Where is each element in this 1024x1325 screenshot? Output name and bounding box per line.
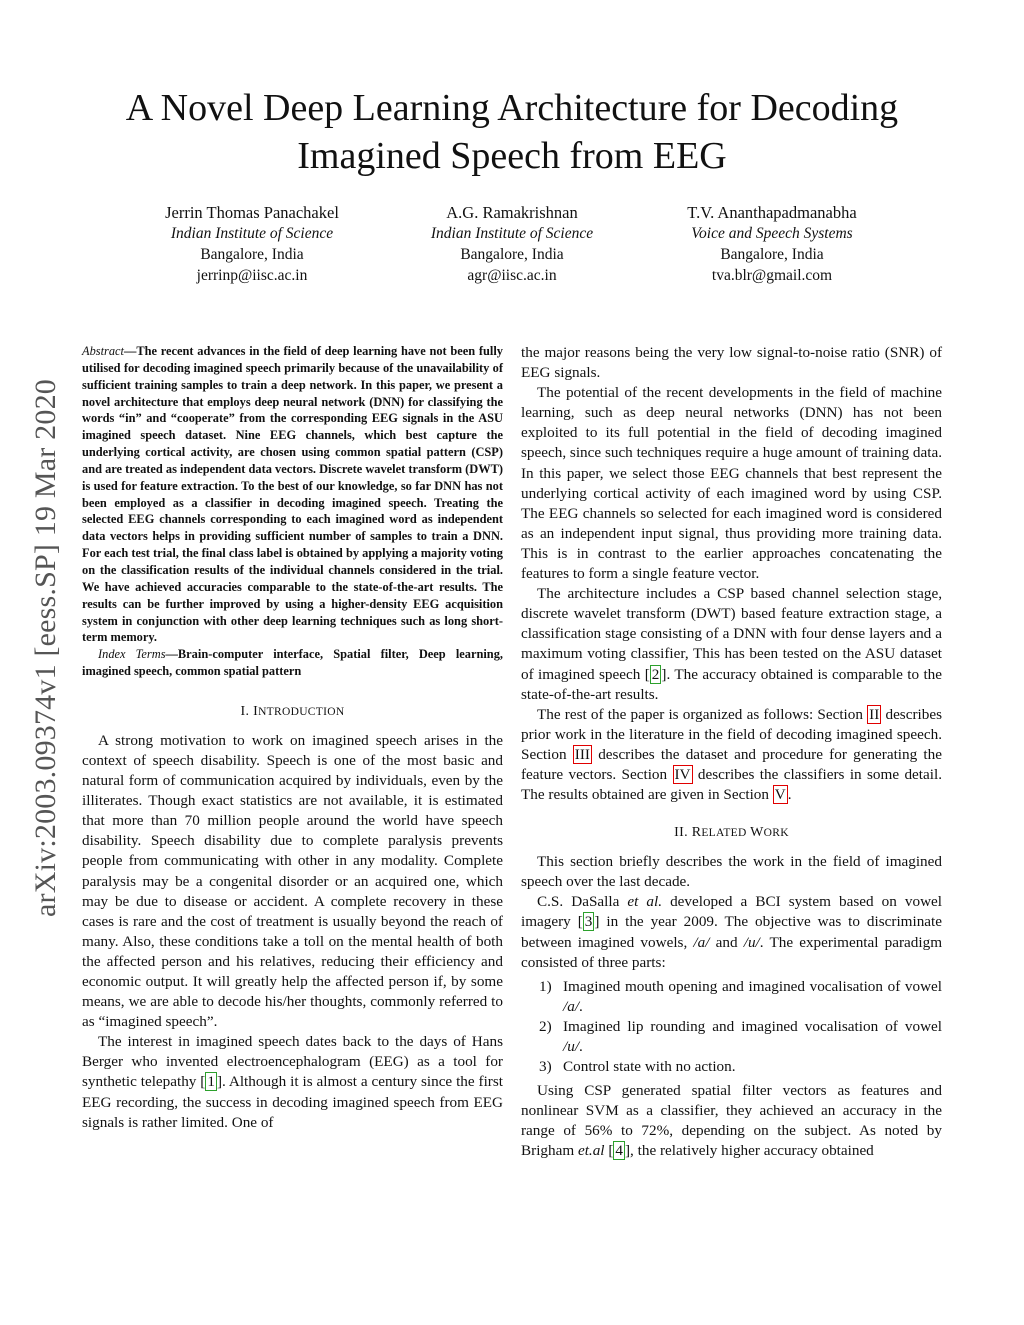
intro-paragraph-2-continued: the major reasons being the very low signal-to-noise ratio (SNR) of EEG signals. (521, 344, 942, 382)
citation-link[interactable]: 2 (651, 665, 660, 683)
intro-paragraph-1: A strong motivation to work on imagined speech arises in the context of speech disability. Speech is one of the most basic and natural form of communication acquired by individuals, even by the illiterates. Though exact statistics are not available, it is estimated that more than 70 million people around the world have speech disability. Speech disability due to complete paralysis prevents people from communicating with other in any modality. Complete paralysis may be a congenital disorder or an acquired one, which may be due to disease or accident. A complete recovery in these cases is rare and the cost of treatment is usually beyond the reach of many. Also, these conditions take a toll on the mental health of both the affected person and his relatives, reducing their efficiency and economic output. It will greatly help the affected person if, by some means, we are able to decode his/her thoughts, commonly referred to as “imagined speech”. (82, 731, 503, 1031)
author-block-1 (112, 202, 392, 286)
citation-link[interactable]: 4 (615, 1142, 623, 1160)
section-link[interactable]: II (869, 705, 880, 723)
author-name: T.V. Ananthapadmanabha (687, 203, 857, 222)
list-item: 3) Control state with no action. (539, 1058, 736, 1076)
intro-paragraph-2: The interest in imagined speech dates back to the days of Hans Berger who invented electroencephalogram (EEG) as a tool for synthetic telepathy [ 1 ]. Although it is almost a century since the first EEG recording, the success in decoding imagined speech from EEG signals is rather limited. One of (82, 1033, 503, 1131)
citation-link[interactable]: 3 (584, 913, 593, 931)
arxiv-stamp (24, 343, 68, 953)
title-line-1: A Novel Deep Learning Architecture for Decoding (125, 87, 899, 129)
abstract-text: —The recent advances in the field of deep learning have not been fully utilised for decoding imagined speech primarily because of the unavailability of sufficient training samples to train a deep network. In this paper, we present a novel architecture that employs deep neural network (DNN) for classifying the words “in” and “cooperate” from the corresponding EEG signals in the ASU imagined speech dataset. Nine EEG channels, which best capture the underlying cortical activity, are chosen using common spatial pattern (CSP) and are treated as independent data vectors. Discrete wavelet transform (DWT) is used for feature extraction. To the best of our knowledge, so far DNN has not been employed as a classifier in decoding imagined speech. Treating the selected EEG channels corresponding to each imagined word as independent data vectors helps in providing sufficient number of samples to train a DNN. For each test trial, the final class label is obtained by applying a majority voting on the classification results of the individual channels considered in the trial. We have achieved accuracies comparable to the state-of-the-art results. The results can be further improved by using a higher-density EEG acquisition system in conjunction with other deep learning techniques such as long short-term memory. (82, 344, 503, 645)
section-heading-related-work: II. RELATED WORK (674, 825, 789, 841)
author-email: jerrinp@iisc.ac.in (196, 267, 308, 284)
index-terms-text: —Brain-computer interface, Spatial filter, Deep learning, imagined speech, common spatial pattern (82, 647, 503, 679)
abstract (82, 343, 503, 646)
intro-paragraph-4: The architecture includes a CSP based channel selection stage, discrete wavelet transform (DWT) based feature extraction stage, a classification stage consisting of a DNN with four dense layers and a maximum voting classifier, This has been tested on the ASU dataset of imagined speech [ 2 ]. The accuracy obtained is comparable to the state-of-the-art results. (521, 585, 942, 703)
citation-link[interactable]: 1 (207, 1073, 215, 1091)
list-item: 1) Imagined mouth opening and imagined vocalisation of vowel /a/. (539, 977, 942, 1015)
index-terms (82, 646, 503, 680)
left-column (82, 343, 503, 1133)
related-paragraph-3: Using CSP generated spatial filter vectors as features and nonlinear SVM as a classifier, they achieved an accuracy in the range of 56% to 72%, depending on the subject. As noted by Brigham et.al [ 4 ], the relatively higher accuracy obtained (521, 1082, 942, 1160)
section-heading-introduction: I. INTRODUCTION (240, 703, 345, 719)
section-link[interactable]: V (774, 786, 786, 804)
author-block-3 (632, 202, 912, 286)
paradigm-list (521, 977, 942, 1077)
author-location: Bangalore, India (720, 246, 824, 263)
author-location: Bangalore, India (200, 246, 304, 263)
right-column (521, 343, 942, 1162)
author-name: Jerrin Thomas Panachakel (165, 203, 339, 222)
intro-paragraph-3: The potential of the recent developments in the field of machine learning, such as deep neural networks (DNN) has not been exploited to its full potential in the field of decoding imagined speech, since such techniques require a huge amount of training data. In this paper, we select those EEG channels that best represent the underlying cortical activity of each imagined word by using CSP. The EEG channels so selected for each imagined word is considered as an independent input signal, thus providing more training data. This is in contrast to the earlier approaches concatenating the features to form a single feature vector. (521, 384, 942, 583)
abstract-label: Abstract (82, 344, 124, 358)
arxiv-stamp-text: arXiv:2003.09374v1 [eess.SP] 19 Mar 2020 (29, 379, 62, 917)
author-affiliation: Voice and Speech Systems (691, 225, 853, 242)
section-link[interactable]: IV (674, 765, 691, 783)
author-affiliation: Indian Institute of Science (170, 225, 334, 242)
related-paragraph-2: C.S. DaSalla et al. developed a BCI system based on vowel imagery [ 3 ] in the year 2009. The objective was to discriminate between imagined vowels, /a/ and /u/. The experimental paradigm consisted of three parts: (521, 893, 943, 971)
list-item: 2) Imagined lip rounding and imagined vocalisation of vowel /u/. (539, 1017, 942, 1055)
author-location: Bangalore, India (460, 246, 564, 263)
intro-paragraph-5: The rest of the paper is organized as follows: Section II describes prior work in the literature in the field of decoding imagined speech. Section III describes the dataset and procedure for generating the feature vectors. Section IV describes the classifiers in some detail. The results obtained are given in Section V . (521, 705, 942, 804)
author-email: agr@iisc.ac.in (467, 267, 557, 284)
author-email: tva.blr@gmail.com (711, 267, 833, 284)
author-name: A.G. Ramakrishnan (446, 203, 578, 222)
author-affiliation: Indian Institute of Science (430, 225, 594, 242)
title-line-2: Imagined Speech from EEG (297, 135, 727, 177)
related-paragraph-1: This section briefly describes the work in the field of imagined speech over the last decade. (521, 853, 942, 891)
index-terms-label: Index Terms (98, 647, 166, 662)
section-link[interactable]: III (574, 745, 590, 763)
author-block-2 (372, 202, 652, 286)
paper-title (0, 84, 1024, 180)
